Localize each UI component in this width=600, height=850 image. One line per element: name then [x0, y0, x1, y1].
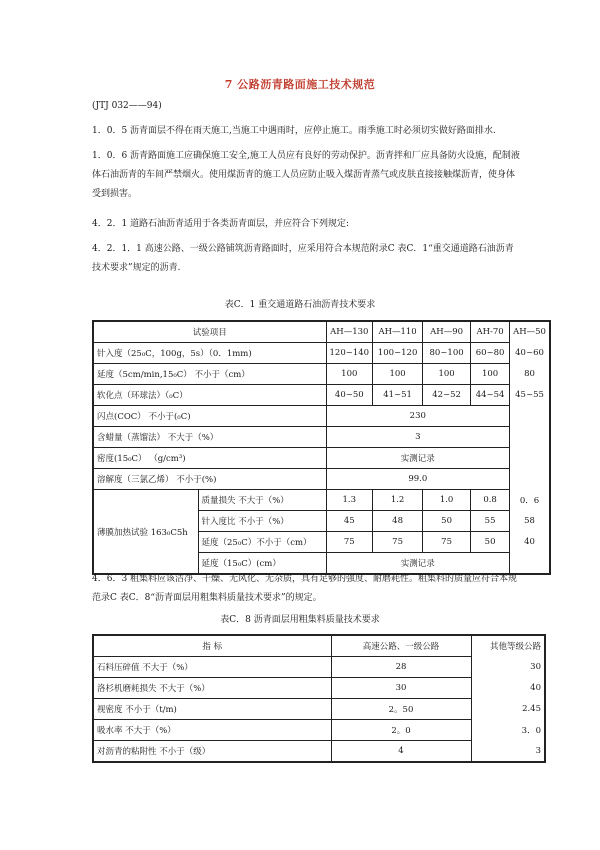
table-cell: 100 — [326, 364, 373, 385]
table-cell: 100 — [471, 364, 510, 385]
table-row — [93, 406, 550, 427]
paragraph-4-2-1: 4．2．1 道路石油沥青适用于各类沥青面层，并应符合下列规定: — [92, 219, 350, 229]
table-cell: 28 — [331, 657, 471, 678]
table-row — [93, 720, 545, 741]
paragraph-1-0-6: 1．0．6 沥青路面施工应确保施工安全,施工人员应有良好的劳动保护。沥青拌和厂应具备防火设施，配制液体石油沥青的车间严禁烟火。使用煤沥青的施工人员应防止吸入煤沥青蒸气或皮肤直接接触煤沥青，使身体受到损害。 — [92, 151, 520, 199]
table-header-cell: AH—130 — [326, 321, 373, 343]
table-cell: 2.45 — [522, 704, 541, 714]
row-label: 质量损失 不大于（%） — [198, 490, 326, 511]
table-cell: 230 — [326, 406, 510, 427]
table-cell: 4 — [331, 741, 471, 763]
table-row — [93, 635, 545, 657]
table-row — [93, 343, 550, 364]
table-header-cell: AH—110 — [373, 321, 423, 343]
table-cell: 100 — [373, 364, 423, 385]
table-cell: 40~50 — [326, 385, 373, 406]
table-cell: 45 — [326, 511, 373, 532]
table-cell: 100 — [423, 364, 471, 385]
row-label: 洛杉机磨耗损失 不大于（%） — [93, 678, 331, 699]
table-cell: 3．0 — [521, 726, 541, 736]
table-2-caption: 表C．8 沥青面层用粗集料质量技术要求 — [220, 615, 380, 625]
table-header-cell: 指 标 — [93, 635, 331, 657]
table-row — [93, 699, 545, 720]
row-label: 视密度 不小于（t/m) — [93, 699, 331, 720]
table-cell: 45~55 — [515, 390, 544, 400]
table-cell: 50 — [471, 532, 510, 553]
table-cell: 30 — [331, 678, 471, 699]
table-cell: 实测记录 — [326, 553, 510, 575]
paragraph-4-2-1-1: 4．2．1．1 高速公路、一级公路铺筑沥青路面时，应采用符合本规范附录C 表C．1“重交通道路石油沥青技术要求”规定的沥青. — [92, 244, 514, 273]
table-1-asphalt-requirements — [92, 320, 551, 575]
table-cell: 40 — [530, 683, 541, 693]
standard-code: (JTJ 032——94) — [92, 101, 162, 111]
row-label: 密度(15₀C） （g/cm³) — [93, 448, 326, 469]
table-cell: 55 — [471, 511, 510, 532]
table-cell: 120~140 — [326, 343, 373, 364]
table-cell: 0.8 — [471, 490, 510, 511]
row-label: 延度（15₀C）(cm） — [198, 553, 326, 575]
table-cell: 30 — [530, 662, 541, 672]
row-label: 延度（25₀C）不小于（cm） — [198, 532, 326, 553]
table-header-cell: AH-70 — [471, 321, 510, 343]
table-cell: 40 — [524, 537, 535, 547]
table-cell: 99.0 — [326, 469, 510, 490]
table-cell: 0．6 — [519, 496, 540, 506]
table-cell: 44~54 — [471, 385, 510, 406]
table-cell: 2。50 — [331, 699, 471, 720]
table-row — [93, 321, 550, 343]
table-cell: 40~60 — [515, 348, 544, 358]
row-label: 闪点(COC） 不小于(₀C) — [93, 406, 326, 427]
table-cell: 75 — [423, 532, 471, 553]
table-2-coarse-aggregate — [92, 634, 546, 763]
table-row — [93, 741, 545, 763]
table-row — [93, 678, 545, 699]
row-label: 溶解度（三氯乙烯） 不小于(%) — [93, 469, 326, 490]
table-row — [93, 427, 550, 448]
table-cell: 60~80 — [471, 343, 510, 364]
table-cell: 41~51 — [373, 385, 423, 406]
table-cell: 75 — [326, 532, 373, 553]
table-row — [93, 364, 550, 385]
table-cell: 1.2 — [373, 490, 423, 511]
table-header-cell: AH—90 — [423, 321, 471, 343]
table-header-cell: 高速公路、一级公路 — [331, 635, 471, 657]
table-row — [93, 385, 550, 406]
table-row — [93, 490, 550, 511]
row-label: 针入度（25₀C，100g，5s）（0．1mm) — [93, 343, 326, 364]
table-cell: 58 — [524, 516, 535, 526]
table-cell: 48 — [373, 511, 423, 532]
row-label: 软化点（环球法）（₀C） — [93, 385, 326, 406]
table-cell: 100~120 — [373, 343, 423, 364]
table-cell: 42~52 — [423, 385, 471, 406]
table-row — [93, 448, 550, 469]
table-cell: 50 — [423, 511, 471, 532]
row-label: 延度（5cm/min,15₀C） 不小于（cm） — [93, 364, 326, 385]
table-header-cell: AH—50 — [513, 327, 546, 338]
row-label: 石料压碎值 不大于（%） — [93, 657, 331, 678]
table-cell: 1.0 — [423, 490, 471, 511]
document-title: 7 公路沥青路面施工技术规范 — [224, 78, 376, 91]
row-group-label: 薄膜加热试验 163₀C5h — [93, 490, 198, 575]
table-1-caption: 表C．1 重交通道路石油沥青技术要求 — [224, 300, 376, 310]
table-cell: 80 — [524, 369, 535, 379]
table-cell: 75 — [373, 532, 423, 553]
paragraph-4-6-3: 4．6．3 粗集料应该洁净、干燥、无风化、无杂质，具有足够的强度、耐磨耗性。粗集料的质量应符合本规范录C 表C．8“沥青面层用粗集料质量技术要求”的规定。 — [92, 574, 518, 603]
table-cell: 3 — [326, 427, 510, 448]
table-cell: 实测记录 — [326, 448, 510, 469]
table-header-cell: 试验项目 — [93, 321, 326, 343]
table-cell: 2。0 — [331, 720, 471, 741]
row-label: 吸水率 不大于（%） — [93, 720, 331, 741]
row-label: 含蜡量（蒸馏法） 不大于（%） — [93, 427, 326, 448]
paragraph-1-0-5: 1．0．5 沥青面层不得在雨天施工,当施工中遇雨时，应停止施工。雨季施工时必须切实做好路面排水. — [92, 126, 496, 136]
table-cell: 3 — [535, 745, 541, 756]
table-header-cell: 其他等级公路 — [489, 642, 541, 653]
table-row — [93, 657, 545, 678]
table-row — [93, 469, 550, 490]
table-cell: 80~100 — [423, 343, 471, 364]
row-label: 针入度比 不小于（%） — [198, 511, 326, 532]
row-label: 对沥青的粘附性 不小于（级） — [93, 741, 331, 763]
table-cell: 1.3 — [326, 490, 373, 511]
